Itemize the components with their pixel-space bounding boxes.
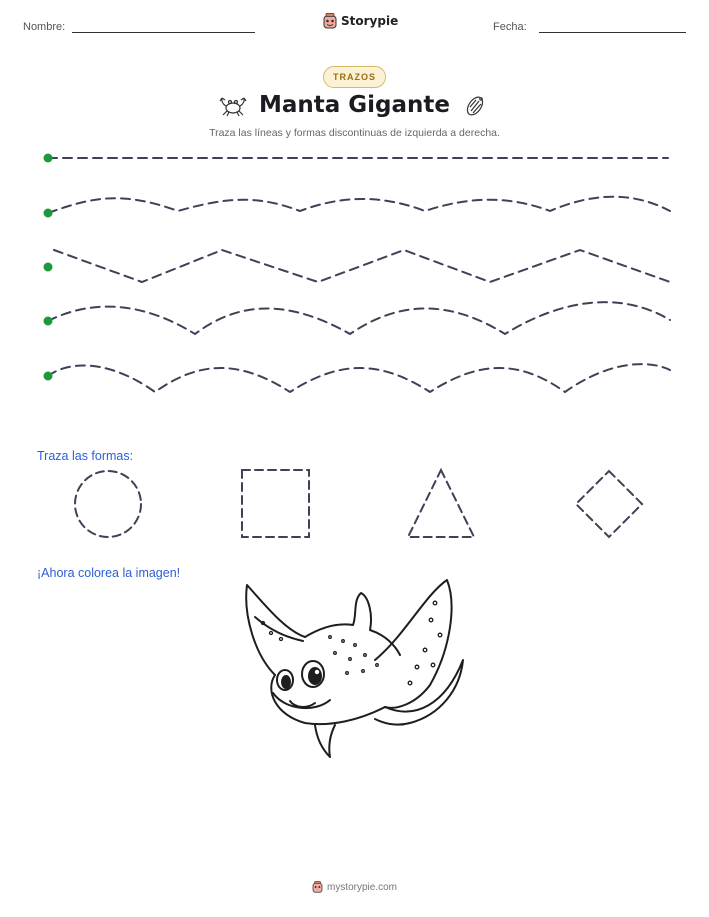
date-label: Fecha:	[493, 21, 527, 33]
start-dot	[44, 209, 53, 218]
start-dot	[44, 154, 53, 163]
trace-line-curve	[48, 302, 670, 334]
circle-icon	[75, 471, 141, 537]
manta-ray-icon[interactable]	[235, 575, 470, 760]
trace-line-wave	[48, 197, 670, 213]
coloring-section-label: ¡Ahora colorea la imagen!	[37, 566, 181, 580]
category-badge: TRAZOS	[323, 66, 386, 88]
triangle-icon	[408, 470, 474, 537]
name-label: Nombre:	[23, 21, 66, 33]
square-icon	[242, 470, 309, 537]
storypie-logo-icon	[312, 881, 323, 893]
brand-name: Storypie	[341, 14, 399, 28]
shapes-area[interactable]	[0, 460, 709, 550]
trace-line-zigzag	[54, 250, 670, 282]
start-dot	[44, 263, 53, 272]
instructions-text: Traza las líneas y formas discontinuas de izquierda a derecha.	[209, 127, 500, 139]
diamond-icon	[576, 471, 642, 537]
page-title: Manta Gigante	[258, 92, 451, 118]
trace-line-loop	[48, 364, 670, 392]
start-dot	[44, 317, 53, 326]
footer-url[interactable]: mystorypie.com	[326, 881, 397, 893]
tracing-area[interactable]	[0, 0, 709, 420]
start-dot	[44, 372, 53, 381]
footer	[0, 881, 709, 896]
shapes-section-label: Traza las formas:	[37, 449, 134, 463]
